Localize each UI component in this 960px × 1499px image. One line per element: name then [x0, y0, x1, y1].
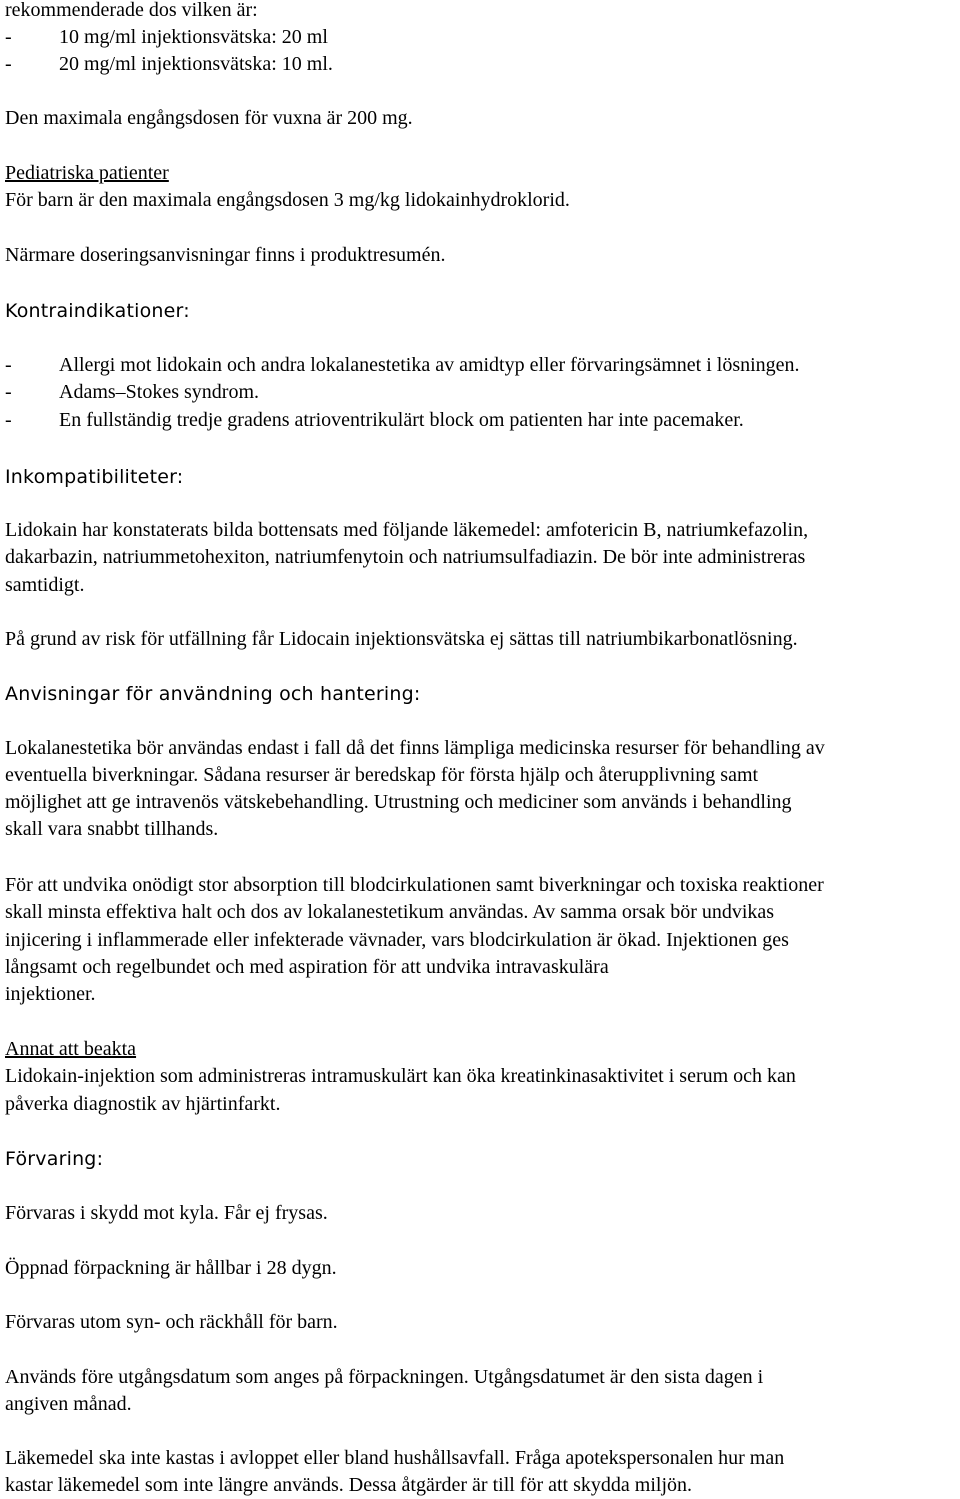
storage-text: kastar läkemedel som inte längre används. Dessa åtgärder är till för att skydda miljön. — [5, 1474, 693, 1496]
storage-text: Förvaras i skydd mot kyla. Får ej frysas. — [5, 1202, 328, 1224]
contraindications-heading: Kontraindikationer: — [5, 300, 190, 322]
other-line: Lidokain-injektion som administreras intramuskulärt kan öka kreatinkinasaktivitet i serum och kan — [5, 1065, 796, 1087]
other-line: påverka diagnostik av hjärtinfarkt. — [5, 1093, 281, 1115]
storage-heading: Förvaring: — [5, 1148, 104, 1170]
storage-text: Används före utgångsdatum som anges på förpackningen. Utgångsdatumet är den sista dagen i — [5, 1366, 764, 1388]
incompatibilities-line: dakarbazin, natriummetohexiton, natriumfenytoin och natriumsulfadiazin. De bör inte administreras — [5, 546, 806, 568]
storage-text: Läkemedel ska inte kastas i avloppet eller bland hushållsavfall. Fråga apotekspersonalen hur man — [5, 1447, 785, 1469]
contraindication-item: - Adams–Stokes syndrom. — [5, 381, 259, 403]
handling-heading: Anvisningar för användning och hantering: — [5, 683, 421, 705]
handling-line: Lokalanestetika bör användas endast i fall då det finns lämpliga medicinska resurser för behandling av — [5, 737, 825, 759]
contraindication-item: - Allergi mot lidokain och andra lokalanestetika av amidtyp eller förvaringsämnet i lösningen. — [5, 354, 800, 376]
handling-line: injicering i inflammerade eller infekterade vävnader, vars blodcirkulation är ökad. Injektionen ges — [5, 929, 789, 951]
storage-text: Öppnad förpackning är hållbar i 28 dygn. — [5, 1257, 337, 1279]
more-info-text: Närmare doseringsanvisningar finns i produktresumén. — [5, 244, 446, 266]
dose-intro-heading: rekommenderade dos vilken är: — [5, 0, 258, 21]
max-dose-text: Den maximala engångsdosen för vuxna är 200 mg. — [5, 107, 413, 129]
dose-list-item: - 10 mg/ml injektionsvätska: 20 ml — [5, 26, 328, 48]
storage-text: Förvaras utom syn- och räckhåll för barn. — [5, 1311, 338, 1333]
incompatibilities-heading: Inkompatibiliteter: — [5, 466, 184, 488]
handling-line: injektioner. — [5, 983, 96, 1005]
storage-text: angiven månad. — [5, 1393, 132, 1415]
incompatibilities-note: På grund av risk för utfällning får Lidocain injektionsvätska ej sättas till natriumbikarbonatlösning. — [5, 628, 798, 650]
handling-line: möjlighet att ge intravenös vätskebehandling. Utrustning och mediciner som används i behandling — [5, 791, 792, 813]
handling-line: skall vara snabbt tillhands. — [5, 818, 219, 840]
other-heading: Annat att beakta — [5, 1038, 137, 1060]
handling-line: långsamt och regelbundet och med aspiration för att undvika intravaskulära — [5, 956, 609, 978]
incompatibilities-line: samtidigt. — [5, 574, 85, 596]
pediatric-heading: Pediatriska patienter — [5, 162, 169, 184]
dose-list-item: - 20 mg/ml injektionsvätska: 10 ml. — [5, 53, 333, 75]
handling-line: För att undvika onödigt stor absorption till blodcirkulationen samt biverkningar och toxiska reaktioner — [5, 874, 824, 896]
handling-line: skall minsta effektiva halt och dos av lokalanestetikum användas. Av samma orsak bör undvikas — [5, 901, 775, 923]
contraindication-item: - En fullständig tredje gradens atrioventrikulärt block om patienten har inte pacemaker. — [5, 409, 744, 431]
handling-line: eventuella biverkningar. Sådana resurser är beredskap för första hjälp och återupplivning samt — [5, 764, 759, 786]
incompatibilities-line: Lidokain har konstaterats bilda bottensats med följande läkemedel: amfotericin B, natriumkefazolin, — [5, 519, 809, 541]
pediatric-text: För barn är den maximala engångsdosen 3 mg/kg lidokainhydroklorid. — [5, 189, 570, 211]
